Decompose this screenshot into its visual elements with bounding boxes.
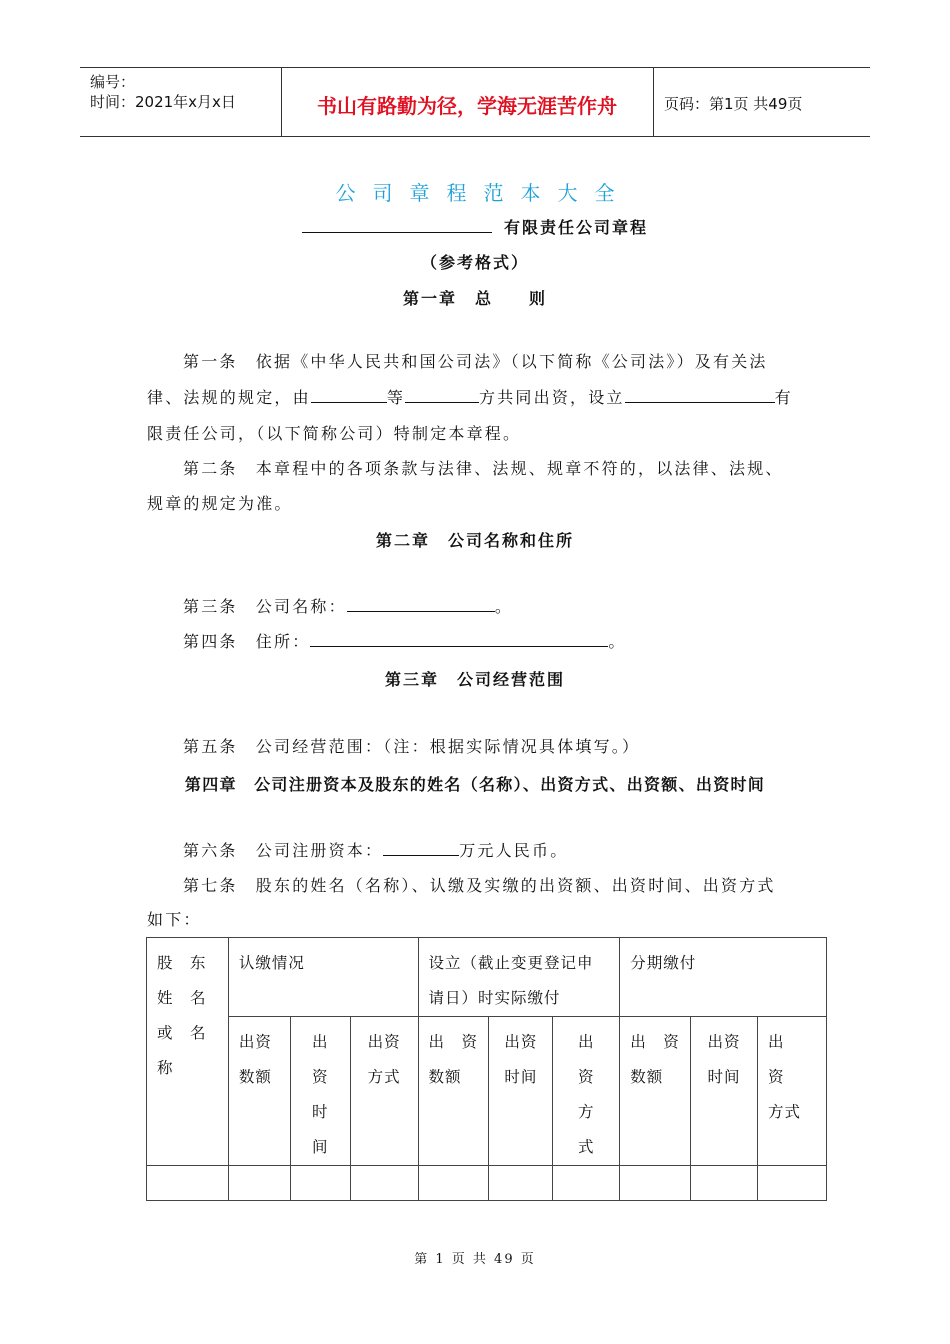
article-1-text: 方共同出资，设立 [479,388,625,407]
article-1-line-3: 限责任公司，（以下简称公司）特制定本章程。 [147,424,522,443]
table-subheader: 出 资 方式 [758,1017,827,1166]
table-row [147,1166,827,1201]
format-note: （参考格式） [420,253,529,272]
blank-field [405,388,479,403]
blank-field [347,597,495,612]
article-4 [183,632,843,652]
document-date: 时间：2021年x月x日 [90,93,236,111]
table-subheader: 出资 数额 [228,1017,290,1166]
article-7-line-1: 第七条 股东的姓名（名称）、认缴及实缴的出资额、出资时间、出资方式 [183,876,776,895]
article-1-line-1: 第一条 依据《中华人民共和国公司法》（以下简称《公司法》）及有关法 [183,352,768,371]
article-4-text: 。 [608,632,627,651]
blank-field [310,632,608,647]
page-footer: 第 1 页 共 49 页 [414,1252,536,1267]
article-3-text: 第三条 公司名称： [183,597,347,616]
article-1-text: 有 [774,388,793,407]
table-subheader: 出资 方式 [350,1017,418,1166]
blank-field [625,388,775,403]
table-cell [553,1166,620,1201]
subscribed-group-header: 认缴情况 [228,938,418,1017]
article-2-line-2: 规章的规定为准。 [147,494,293,513]
article-5: 第五条 公司经营范围：（注：根据实际情况具体填写。） [183,737,641,756]
table-subheader: 出 资 时 间 [290,1017,350,1166]
chapter-2-heading: 第二章 公司名称和住所 [375,531,574,550]
table-header-row [147,938,827,1017]
article-1-line-2 [147,388,807,408]
header-divider [653,68,654,136]
table-cell [758,1166,827,1201]
document-number: 编号： [90,73,136,91]
paid-group-header: 设立（截止变更登记申请日）时实际缴付 [418,938,620,1017]
table-cell [290,1166,350,1201]
installment-group-header: 分期缴付 [620,938,827,1017]
company-name-blank [302,218,492,233]
table-cell [350,1166,418,1201]
shareholder-name-header: 股 东 姓 名 或 名 称 [147,938,229,1166]
table-cell [418,1166,489,1201]
header-motto: 书山有路勤为径，学海无涯苦作舟 [317,94,617,118]
subtitle-line [0,215,950,238]
table-cell [228,1166,290,1201]
chapter-4-heading: 第四章 公司注册资本及股东的姓名（名称）、出资方式、出资额、出资时间 [184,775,766,794]
page-header [80,67,870,137]
blank-field [383,841,459,856]
table-subheader: 出 资 方 式 [553,1017,620,1166]
article-1-text: 等 [386,388,406,407]
blank-field [311,388,387,403]
article-6 [183,841,843,861]
article-1-text: 律、法规的规定，由 [147,388,311,407]
header-meta [90,72,236,112]
table-subheader: 出 资 数额 [620,1017,691,1166]
article-7-line-2: 如下： [147,910,202,929]
table-cell [620,1166,691,1201]
table-cell [489,1166,553,1201]
shareholder-table [146,937,827,1201]
article-6-text: 第六条 公司注册资本： [183,841,384,860]
table-subheader: 出资 时间 [691,1017,758,1166]
chapter-3-heading: 第三章 公司经营范围 [384,670,565,689]
table-cell [147,1166,229,1201]
header-page-info: 页码：第1页 共49页 [664,95,803,113]
article-2-line-1: 第二条 本章程中的各项条款与法律、法规、规章不符的，以法律、法规、 [183,459,784,478]
table-cell [691,1166,758,1201]
article-3 [183,597,843,617]
main-title: 公司章程范本大全 [335,181,632,205]
chapter-1-heading: 第一章 总 则 [402,289,547,308]
article-6-text: 万元人民币。 [459,841,569,860]
table-subheader-row [147,1017,827,1166]
table-subheader: 出 资 数额 [418,1017,489,1166]
subtitle: 有限责任公司章程 [503,218,648,237]
table-subheader: 出资 时间 [489,1017,553,1166]
article-3-text: 。 [494,597,514,616]
article-4-text: 第四条 住所： [183,632,311,651]
